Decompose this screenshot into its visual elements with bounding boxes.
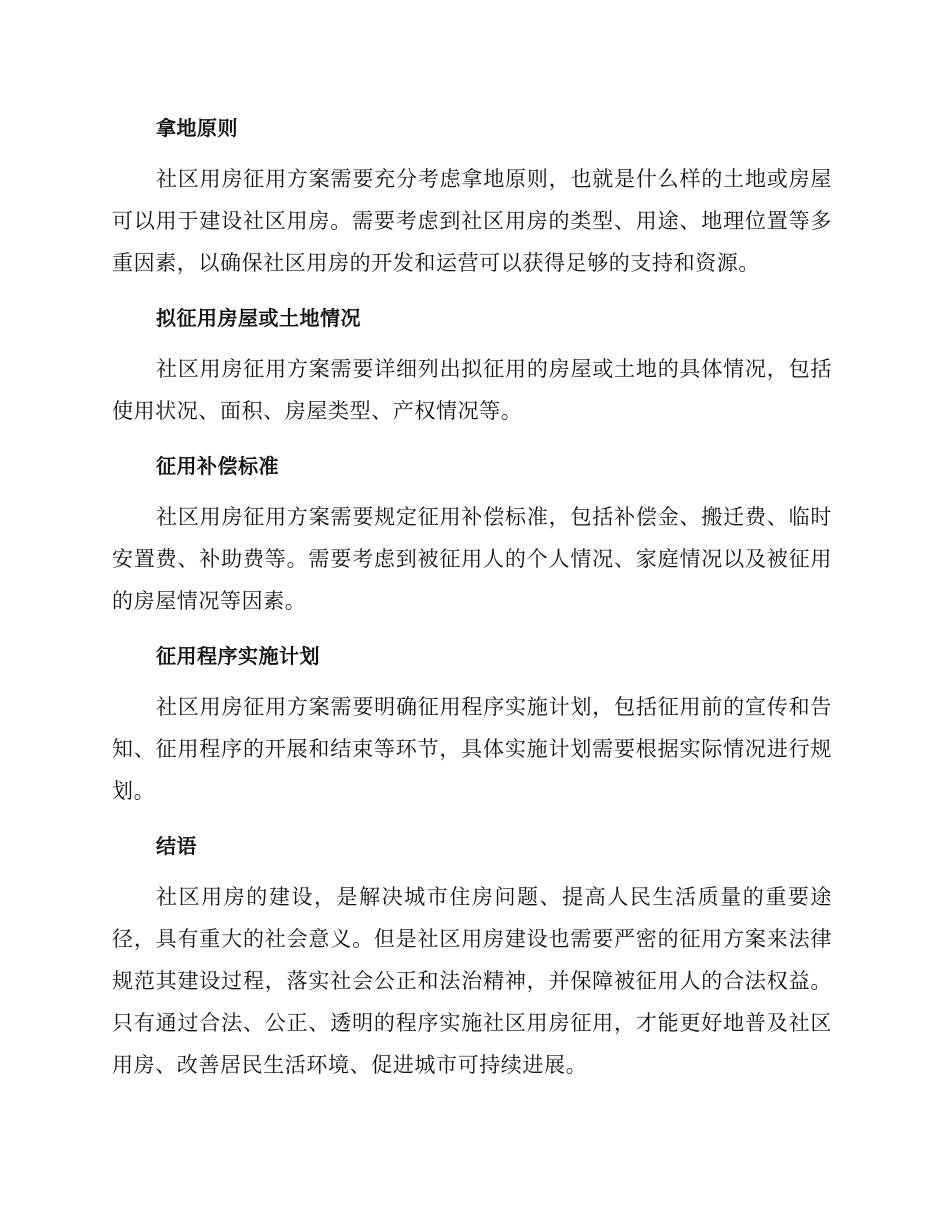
section-compensation-standard	[112, 446, 832, 622]
section-heading: 拿地原则	[156, 116, 238, 140]
section-paragraph: 社区用房征用方案需要详细列出拟征用的房屋或土地的具体情况，包括使用状况、面积、房屋类型、产权情况等。	[112, 357, 832, 423]
section-implementation-plan	[112, 636, 832, 812]
document-body	[112, 108, 832, 1100]
section-heading: 征用程序实施计划	[156, 644, 320, 668]
section-heading: 征用补偿标准	[156, 454, 279, 478]
section-paragraph: 社区用房征用方案需要明确征用程序实施计划，包括征用前的宣传和告知、征用程序的开展和结束等环节，具体实施计划需要根据实际情况进行规划。	[112, 695, 832, 803]
section-land-principle	[112, 108, 832, 284]
section-paragraph: 社区用房征用方案需要规定征用补偿标准，包括补偿金、搬迁费、临时安置费、补助费等。需要考虑到被征用人的个人情况、家庭情况以及被征用的房屋情况等因素。	[112, 505, 832, 613]
section-conclusion	[112, 826, 832, 1086]
section-paragraph: 社区用房的建设，是解决城市住房问题、提高人民生活质量的重要途径，具有重大的社会意义。但是社区用房建设也需要严密的征用方案来法律规范其建设过程，落实社会公正和法治精神，并保障被征用人的合法权益。只有通过合法、公正、透明的程序实施社区用房征用，才能更好地普及社区用房、改善居民生活环境、促进城市可持续进展。	[112, 885, 832, 1077]
section-paragraph: 社区用房征用方案需要充分考虑拿地原则，也就是什么样的土地或房屋可以用于建设社区用房。需要考虑到社区用房的类型、用途、地理位置等多重因素，以确保社区用房的开发和运营可以获得足够的支持和资源。	[112, 167, 832, 275]
section-heading: 结语	[156, 834, 197, 858]
section-heading: 拟征用房屋或土地情况	[156, 306, 361, 330]
section-property-status	[112, 298, 832, 432]
